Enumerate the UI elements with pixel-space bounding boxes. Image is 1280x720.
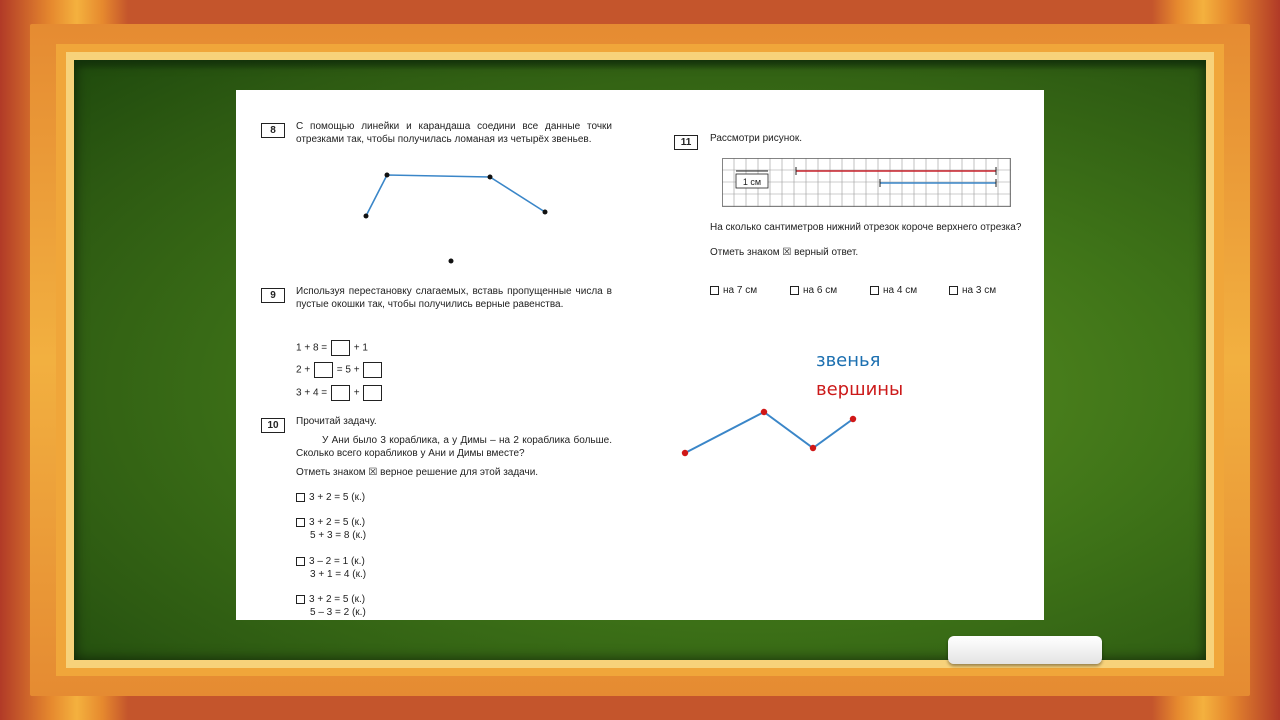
eq3-left: 3 + 4 = — [296, 387, 328, 399]
answer-box[interactable] — [331, 385, 350, 401]
task-10-option-3[interactable] — [296, 556, 366, 581]
task-8-point — [449, 259, 454, 264]
checkbox[interactable] — [710, 286, 719, 295]
eq1-left: 1 + 8 = — [296, 342, 328, 354]
chalkboard-shadow — [74, 60, 1206, 70]
board-eraser — [948, 636, 1102, 664]
eq1-right: + 1 — [353, 342, 368, 354]
task-8-point — [385, 173, 390, 178]
eq3-mid: + — [353, 387, 360, 399]
label-links: звенья — [816, 350, 881, 371]
task-11-answer-4[interactable] — [949, 285, 996, 298]
eq2-right: = 5 + — [336, 364, 360, 376]
task-10-instruction: Отметь знаком ☒ верное решение для этой задачи. — [296, 467, 539, 478]
task-10-text: У Ани было 3 кораблика, а у Димы – на 2 кораблика больше. Сколько всего корабликов у Ани и Димы вместе? — [296, 435, 612, 459]
checkbox[interactable] — [790, 286, 799, 295]
task-8-point — [543, 210, 548, 215]
answer-label: на 6 см — [803, 285, 838, 296]
checkbox[interactable] — [296, 557, 305, 566]
vertex-dot — [761, 409, 767, 415]
answer-label: на 4 см — [883, 285, 918, 296]
task-11-grid-figure — [722, 158, 1014, 208]
task-10-option-4[interactable] — [296, 594, 366, 619]
task-9-number: 9 — [261, 288, 285, 303]
option-line: 3 + 1 = 4 (к.) — [310, 568, 367, 580]
option-line: 5 + 3 = 8 (к.) — [310, 529, 367, 541]
eq2-left: 2 + — [296, 364, 311, 376]
task-8-number: 8 — [261, 123, 285, 138]
checkbox[interactable] — [870, 286, 879, 295]
answer-box[interactable] — [314, 362, 333, 378]
answer-label: на 7 см — [723, 285, 758, 296]
task-10-option-2[interactable] — [296, 517, 366, 542]
vertex-dot — [810, 445, 816, 451]
option-line: 3 – 2 = 1 (к.) — [309, 556, 365, 567]
option-line: 3 + 2 = 5 (к.) — [309, 517, 366, 528]
example-polyline — [685, 412, 853, 453]
task-10-number: 10 — [261, 418, 285, 433]
checkbox[interactable] — [296, 518, 305, 527]
option-line: 5 – 3 = 2 (к.) — [310, 606, 366, 618]
task-11-instruction: Отметь знаком ☒ верный ответ. — [710, 247, 859, 258]
task-9-equation-1 — [296, 340, 368, 356]
vertex-dot — [850, 416, 856, 422]
checkbox[interactable] — [949, 286, 958, 295]
task-8-point — [488, 175, 493, 180]
worksheet-page — [236, 90, 1044, 620]
option-line: 3 + 2 = 5 (к.) — [309, 594, 366, 605]
task-11-number: 11 — [674, 135, 698, 150]
task-8-point — [364, 214, 369, 219]
unit-label: 1 см — [742, 177, 762, 187]
checkbox[interactable] — [296, 493, 305, 502]
answer-box[interactable] — [363, 362, 382, 378]
task-8-text: С помощью линейки и карандаша соедини все данные точки отрезками так, чтобы получилась ломаная из четырёх звеньев. — [296, 121, 612, 145]
task-11-title: Рассмотри рисунок. — [710, 133, 803, 144]
option-line: 3 + 2 = 5 (к.) — [309, 492, 366, 503]
task-10-option-1[interactable] — [296, 492, 365, 505]
answer-box[interactable] — [363, 385, 382, 401]
example-polyline-figure — [676, 400, 866, 464]
task-9-equation-2 — [296, 362, 383, 378]
task-10-title: Прочитай задачу. — [296, 416, 377, 427]
checkbox[interactable] — [296, 595, 305, 604]
answer-box[interactable] — [331, 340, 350, 356]
task-11-answer-1[interactable] — [710, 285, 757, 298]
task-11-question: На сколько сантиметров нижний отрезок короче верхнего отрезка? — [710, 222, 1022, 233]
label-vertices: вершины — [816, 379, 904, 400]
task-11-answer-2[interactable] — [790, 285, 837, 298]
answer-label: на 3 см — [962, 285, 997, 296]
task-9-text: Используя перестановку слагаемых, вставь пропущенные числа в пустые окошки так, чтобы получились верные равенства. — [296, 286, 612, 310]
task-11-answer-3[interactable] — [870, 285, 917, 298]
vertex-dot — [682, 450, 688, 456]
task-9-equation-3 — [296, 385, 383, 401]
task-8-polyline — [366, 175, 545, 216]
